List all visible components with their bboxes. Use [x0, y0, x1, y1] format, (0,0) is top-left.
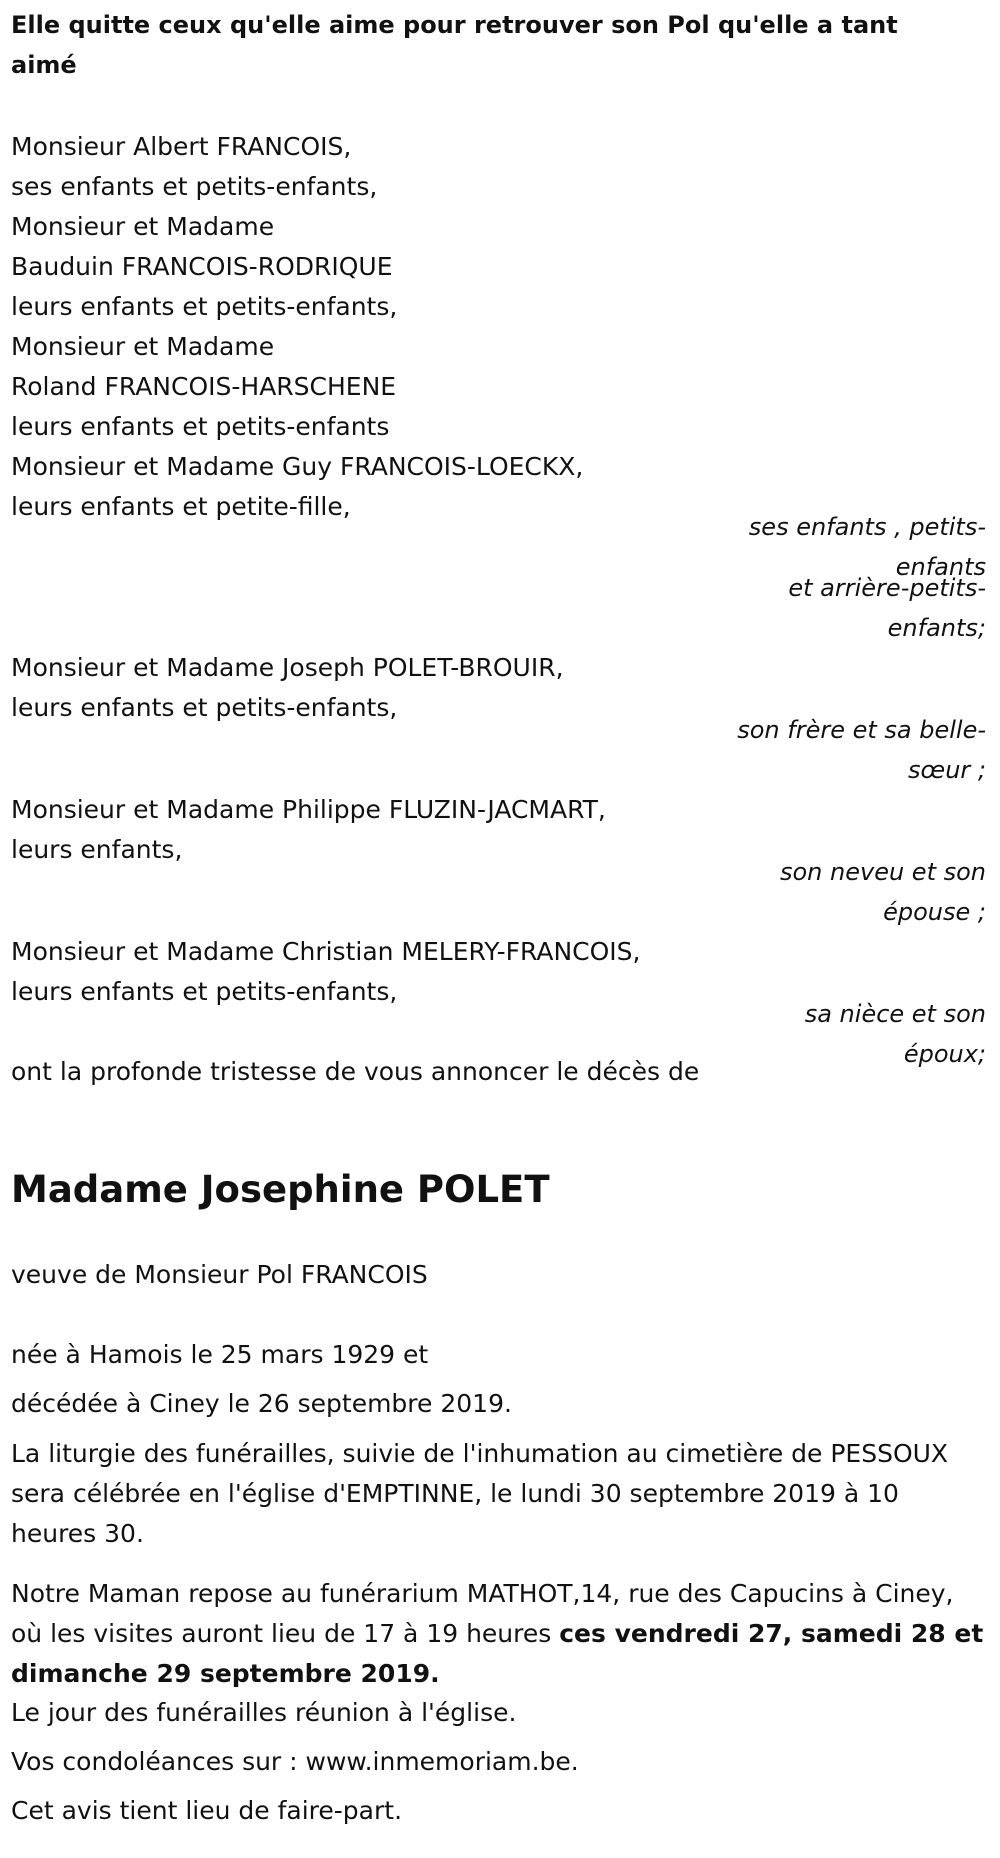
- meeting-line: Le jour des funérailles réunion à l'église.: [11, 1698, 517, 1727]
- melery-group-line-2: leurs enfants et petits-enfants,: [11, 977, 398, 1006]
- notice-line: Cet avis tient lieu de faire-part.: [11, 1796, 403, 1825]
- death-line: décédée à Ciney le 26 septembre 2019.: [11, 1389, 512, 1418]
- family-line-4: Bauduin FRANCOIS-RODRIQUE: [11, 252, 393, 281]
- relation-niece: sa nièce et son époux;: [804, 1000, 986, 1068]
- condolences-line: Vos condoléances sur : www.inmemoriam.be.: [11, 1747, 579, 1776]
- family-line-6: Monsieur et Madame: [11, 332, 275, 361]
- family-line-7: Roland FRANCOIS-HARSCHENE: [11, 372, 397, 401]
- polet-group-line-2: leurs enfants et petits-enfants,: [11, 693, 398, 722]
- melery-group-line-1: Monsieur et Madame Christian MELERY-FRANCOIS,: [11, 937, 641, 966]
- widow-of: veuve de Monsieur Pol FRANCOIS: [11, 1260, 428, 1289]
- family-line-1: Monsieur Albert FRANCOIS,: [11, 132, 352, 161]
- family-line-10: leurs enfants et petite-fille,: [11, 492, 351, 521]
- birth-line: née à Hamois le 25 mars 1929 et: [11, 1340, 429, 1369]
- family-line-9: Monsieur et Madame Guy FRANCOIS-LOECKX,: [11, 452, 584, 481]
- relation-nephew: son neveu et son épouse ;: [779, 858, 986, 926]
- family-line-8: leurs enfants et petits-enfants: [11, 412, 390, 441]
- family-line-5: leurs enfants et petits-enfants,: [11, 292, 398, 321]
- obituary-heading: Elle quitte ceux qu'elle aime pour retrouver son Pol qu'elle a tant aimé: [11, 11, 898, 79]
- fluzin-group-line-2: leurs enfants,: [11, 835, 183, 864]
- relation-children: ses enfants , petits-enfants: [748, 513, 986, 581]
- deceased-name: Madame Josephine POLET: [11, 1168, 550, 1211]
- family-line-3: Monsieur et Madame: [11, 212, 275, 241]
- visitation-dates: ces vendredi 27, samedi 28 et dimanche 29 septembre 2019.: [11, 1619, 984, 1688]
- relation-brother: son frère et sa belle-sœur ;: [737, 716, 986, 784]
- liturgy-paragraph: La liturgie des funérailles, suivie de l'inhumation au cimetière de PESSOUX sera célébrée en l'église d'EMPTINNE, le lundi 30 septembre 2019 à 10 heures 30.: [11, 1439, 949, 1548]
- fluzin-group-line-1: Monsieur et Madame Philippe FLUZIN-JACMART,: [11, 795, 606, 824]
- visitation-text: Notre Maman repose au funérarium MATHOT,14, rue des Capucins à Ciney, où les visites auront lieu de 17 à 19 heures: [11, 1579, 954, 1648]
- death-announcement: ont la profonde tristesse de vous annoncer le décès de: [11, 1057, 700, 1086]
- polet-group-line-1: Monsieur et Madame Joseph POLET-BROUIR,: [11, 653, 564, 682]
- family-line-2: ses enfants et petits-enfants,: [11, 172, 378, 201]
- visitation-paragraph: [11, 1574, 986, 1694]
- relation-great-grandchildren: et arrière-petits-enfants;: [788, 574, 986, 642]
